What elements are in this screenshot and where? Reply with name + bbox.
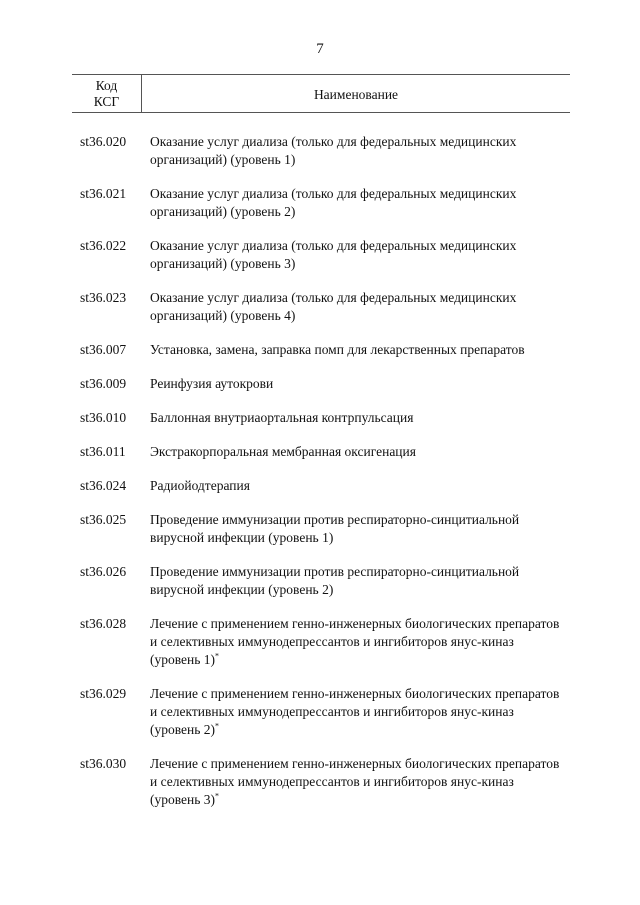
header-code-line2: КСГ (93, 94, 120, 109)
row-name: Оказание услуг диализа (только для федеральных медицинских организаций) (уровень 3) (150, 238, 517, 271)
table-row (72, 511, 570, 547)
row-code: st36.025 (80, 512, 127, 527)
row-code: st36.020 (80, 134, 127, 149)
row-name: Проведение иммунизации против респираторно-синцитиальной вирусной инфекции (уровень 2) (150, 564, 520, 597)
row-name: Проведение иммунизации против респираторно-синцитиальной вирусной инфекции (уровень 1) (150, 512, 520, 545)
table-body (72, 133, 570, 809)
row-code: st36.030 (80, 756, 127, 771)
row-code: st36.011 (80, 444, 126, 459)
row-name: Оказание услуг диализа (только для федеральных медицинских организаций) (уровень 2) (150, 186, 517, 219)
table-row (72, 755, 570, 809)
row-name: Оказание услуг диализа (только для федеральных медицинских организаций) (уровень 4) (150, 290, 517, 323)
row-name: Баллонная внутриаортальная контрпульсация (150, 410, 414, 425)
table-row (72, 477, 570, 495)
row-name: Радиойодтерапия (150, 478, 250, 493)
table-row (72, 341, 570, 359)
table-row (72, 185, 570, 221)
table-row (72, 133, 570, 169)
ksg-table (72, 74, 570, 809)
table-row (72, 685, 570, 739)
table-row (72, 237, 570, 273)
row-code: st36.007 (80, 342, 127, 357)
row-name: Оказание услуг диализа (только для федеральных медицинских организаций) (уровень 1) (150, 134, 517, 167)
row-name: Лечение с применением генно-инженерных биологических препаратов и селективных иммунодепрессантов и ингибиторов янус-киназ (уровень 1)* (150, 616, 560, 667)
table-row (72, 375, 570, 393)
table-row (72, 563, 570, 599)
page-number: 7 (316, 41, 324, 57)
row-name: Установка, замена, заправка помп для лекарственных препаратов (150, 342, 525, 357)
row-name: Лечение с применением генно-инженерных биологических препаратов и селективных иммунодепрессантов и ингибиторов янус-киназ (уровень 3)* (150, 756, 560, 807)
row-code: st36.028 (80, 616, 127, 631)
table-row (72, 289, 570, 325)
table-row (72, 615, 570, 669)
header-name-column: Наименование (313, 87, 399, 102)
row-name: Лечение с применением генно-инженерных биологических препаратов и селективных иммунодепрессантов и ингибиторов янус-киназ (уровень 2)* (150, 686, 560, 737)
row-code: st36.024 (80, 478, 127, 493)
row-code: st36.009 (80, 376, 127, 391)
table-row (72, 443, 570, 461)
row-code: st36.010 (80, 410, 127, 425)
row-code: st36.023 (80, 290, 127, 305)
header-code-column (72, 75, 142, 112)
header-code-line1: Код (95, 78, 118, 93)
table-header (72, 74, 570, 113)
row-code: st36.026 (80, 564, 127, 579)
row-code: st36.021 (80, 186, 127, 201)
row-code: st36.022 (80, 238, 127, 253)
row-code: st36.029 (80, 686, 127, 701)
row-name: Экстракорпоральная мембранная оксигенация (150, 444, 416, 459)
table-row (72, 409, 570, 427)
row-name: Реинфузия аутокрови (150, 376, 274, 391)
